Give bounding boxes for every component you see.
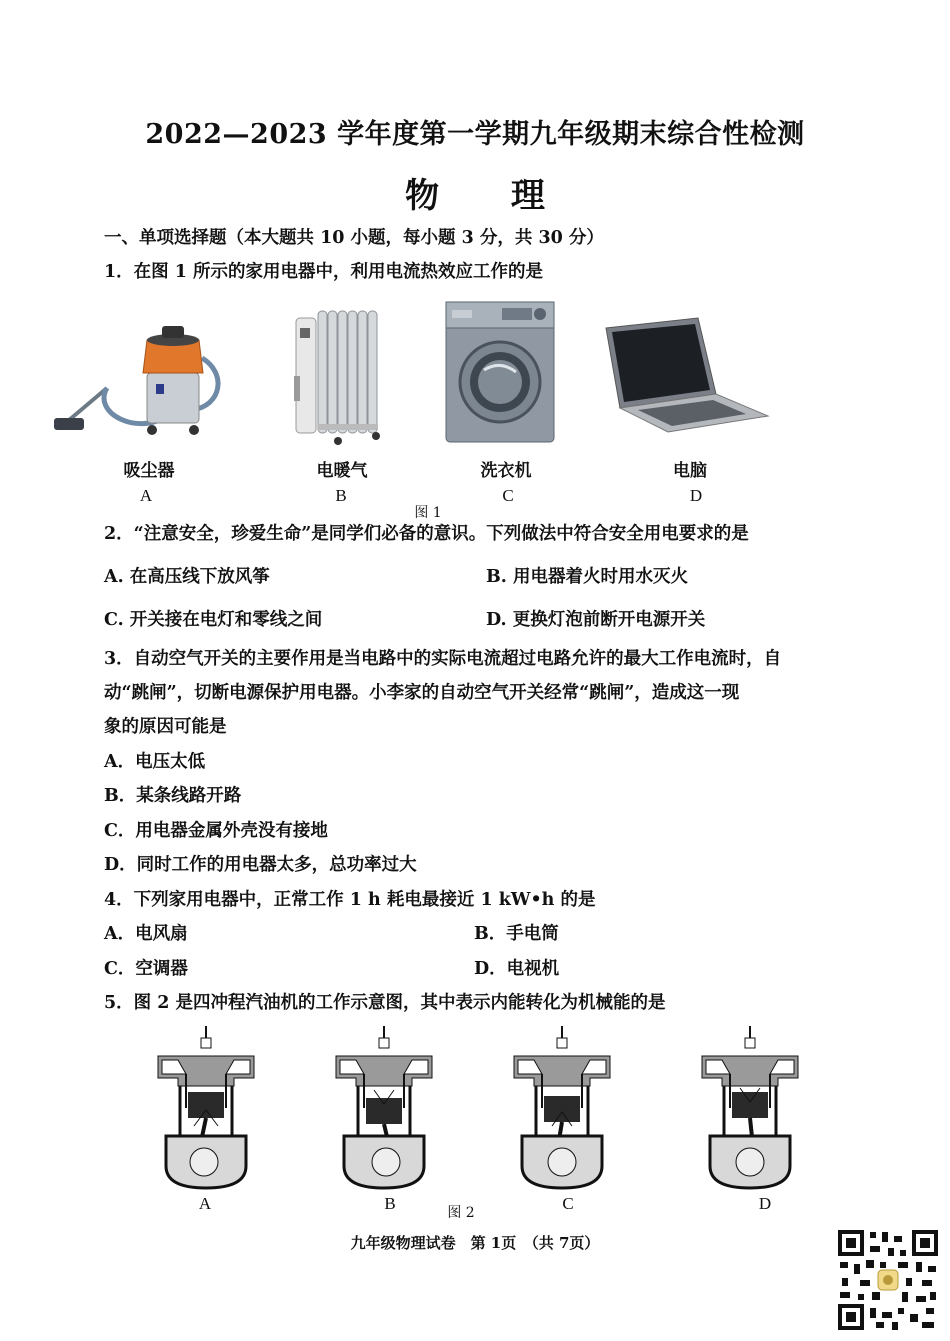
engine-stroke-c-icon <box>512 1026 612 1191</box>
subject-title: 物 理 <box>405 176 575 216</box>
oil-heater-icon <box>288 306 388 446</box>
laptop-icon <box>598 316 770 434</box>
q3-option-a: A．电压太低 <box>104 752 206 772</box>
engine-stroke-a-icon <box>156 1026 256 1191</box>
q1-letter-b: B <box>335 486 347 505</box>
q1-caption-c: 洗衣机 <box>480 461 532 481</box>
q5-stem: 5．图 2 是四冲程汽油机的工作示意图，其中表示内能转化为机械能的是 <box>104 993 666 1013</box>
q4-option-a: A．电风扇 <box>104 924 188 944</box>
q1-letter-a: A <box>139 486 153 505</box>
figure-1-label: 图 1 <box>414 505 442 521</box>
engine-stroke-d-icon <box>700 1026 800 1191</box>
q3-stem-line-1: 3．自动空气开关的主要作用是当电路中的实际电流超过电路允许的最大工作电流时，自 <box>104 649 782 669</box>
q3-option-d: D．同时工作的用电器太多，总功率过大 <box>104 855 417 875</box>
q3-option-c: C．用电器金属外壳没有接地 <box>104 821 328 841</box>
q3-stem-line-2: 动“跳闸”，切断电源保护用电器。小李家的自动空气开关经常“跳闸”，造成这一现 <box>104 683 740 703</box>
q5-letter-b: B <box>384 1194 396 1213</box>
figure-2-label: 图 2 <box>447 1205 475 1221</box>
q1-caption-b: 电暖气 <box>316 461 368 481</box>
q1-stem: 1．在图 1 所示的家用电器中，利用电流热效应工作的是 <box>104 262 544 282</box>
engine-stroke-b-icon <box>334 1026 434 1191</box>
q1-letter-d: D <box>689 486 703 505</box>
q4-option-c: C．空调器 <box>104 959 188 979</box>
q1-caption-d: 电脑 <box>673 461 707 481</box>
q2-option-c: C. 开关接在电灯和零线之间 <box>104 610 323 630</box>
q2-option-a: A. 在高压线下放风筝 <box>104 567 270 587</box>
exam-title: 2022—2023 学年度第一学期九年级期末综合性检测 <box>145 119 805 150</box>
page-footer: 九年级物理试卷 第 1页 （共 7页） <box>350 1234 600 1252</box>
section-heading: 一、单项选择题（本大题共 10 小题，每小题 3 分，共 30 分） <box>104 228 604 248</box>
q4-option-d: D．电视机 <box>474 959 560 979</box>
q3-stem-line-3: 象的原因可能是 <box>104 717 227 737</box>
q5-letter-a: A <box>198 1194 212 1213</box>
vacuum-cleaner-icon <box>52 318 227 443</box>
washing-machine-icon <box>444 300 556 446</box>
q2-option-d: D. 更换灯泡前断开电源开关 <box>486 610 706 630</box>
q5-letter-c: C <box>562 1194 574 1213</box>
q2-stem: 2．“注意安全，珍爱生命”是同学们必备的意识。下列做法中符合安全用电要求的是 <box>104 524 749 544</box>
q4-stem: 4．下列家用电器中，正常工作 1 h 耗电最接近 1 kW•h 的是 <box>104 890 596 910</box>
q2-option-b: B. 用电器着火时用水灭火 <box>486 567 688 587</box>
q3-option-b: B．某条线路开路 <box>104 786 242 806</box>
q1-letter-c: C <box>502 486 514 505</box>
q5-letter-d: D <box>758 1194 772 1213</box>
qr-code-icon[interactable] <box>836 1228 940 1332</box>
q1-caption-a: 吸尘器 <box>123 461 175 481</box>
q4-option-b: B．手电筒 <box>474 924 559 944</box>
